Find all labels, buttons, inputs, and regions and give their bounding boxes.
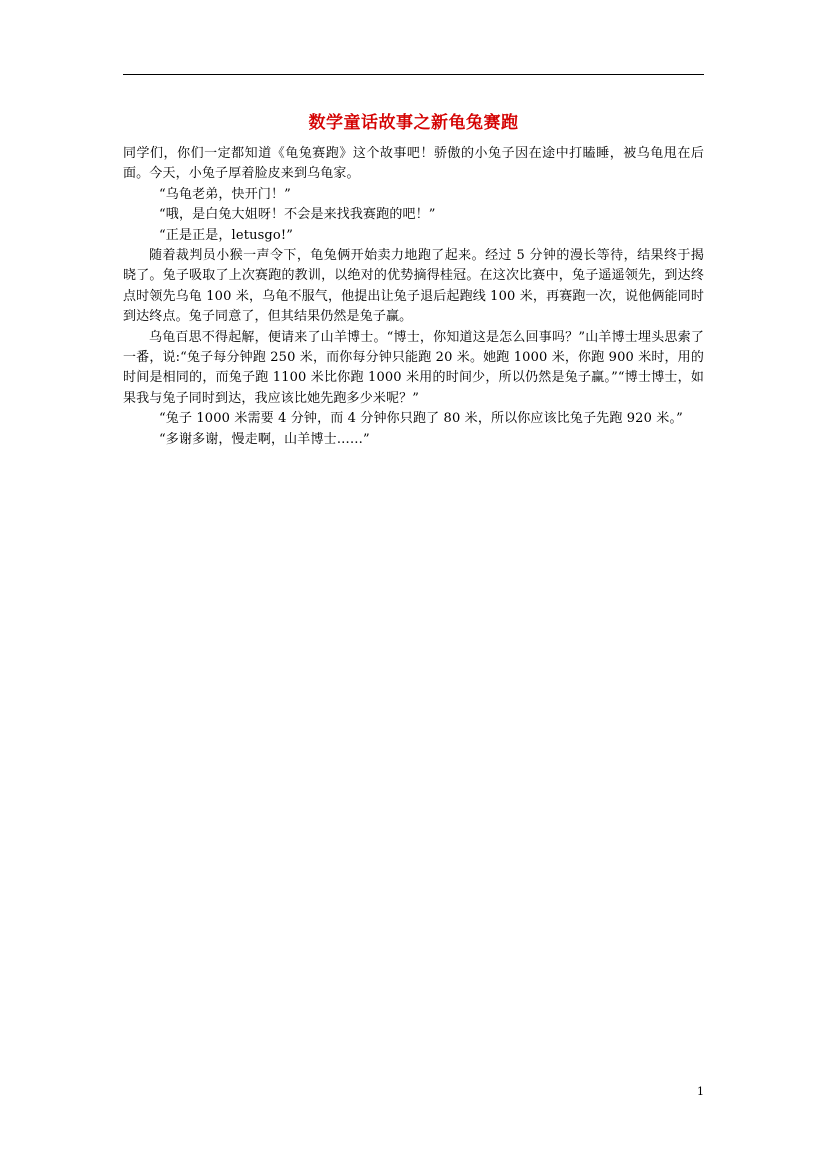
paragraph-dialogue: “哦，是白兔大姐呀！不会是来找我赛跑的吧！” bbox=[159, 207, 436, 223]
paragraph-dialogue: “正是正是，letusgo!” bbox=[159, 227, 294, 243]
page-number: 1 bbox=[697, 1085, 704, 1098]
header-rule bbox=[123, 74, 704, 75]
paragraph-dialogue: “乌龟老弟，快开门！” bbox=[159, 186, 291, 202]
paragraph-goat-doctor: 乌龟百思不得起解，便请来了山羊博士。“博士，你知道这是怎么回事吗？”山羊博士埋头思索了一番，说:“兔子每分钟跑 250 米，而你每分钟只能跑 20 米。她跑 1000 米，你跑 900 米时，用的时间是相同的，而兔子跑 1100 米比你跑 1000 米用的时间少，所以仍然是兔子赢。”“博士博士，如果我与兔子同时到达，我应该比她先跑多少米呢？” bbox=[123, 329, 704, 406]
paragraph-intro: 同学们，你们一定都知道《龟兔赛跑》这个故事吧！骄傲的小兔子因在途中打瞌睡，被乌龟甩在后面。今天，小兔子厚着脸皮来到乌龟家。 bbox=[123, 146, 704, 182]
document-body bbox=[123, 144, 704, 450]
paragraph-closing: “多谢多谢，慢走啊，山羊博士……” bbox=[159, 431, 370, 447]
paragraph-race: 随着裁判员小猴一声令下，龟兔俩开始卖力地跑了起来。经过 5 分钟的漫长等待，结果终于揭晓了。兔子吸取了上次赛跑的教训，以绝对的优势摘得桂冠。在这次比赛中，兔子遥遥领先，到达终点时领先乌龟 100 米，乌龟不服气，他提出让兔子退后起跑线 100 米，再赛跑一次，说他俩能同时到达终点。兔子同意了，但其结果仍然是兔子赢。 bbox=[123, 248, 704, 325]
document-title: 数学童话故事之新龟兔赛跑 bbox=[308, 113, 519, 133]
paragraph-answer: “兔子 1000 米需要 4 分钟，而 4 分钟你只跑了 80 米，所以你应该比兔子先跑 920 米。” bbox=[159, 411, 683, 427]
